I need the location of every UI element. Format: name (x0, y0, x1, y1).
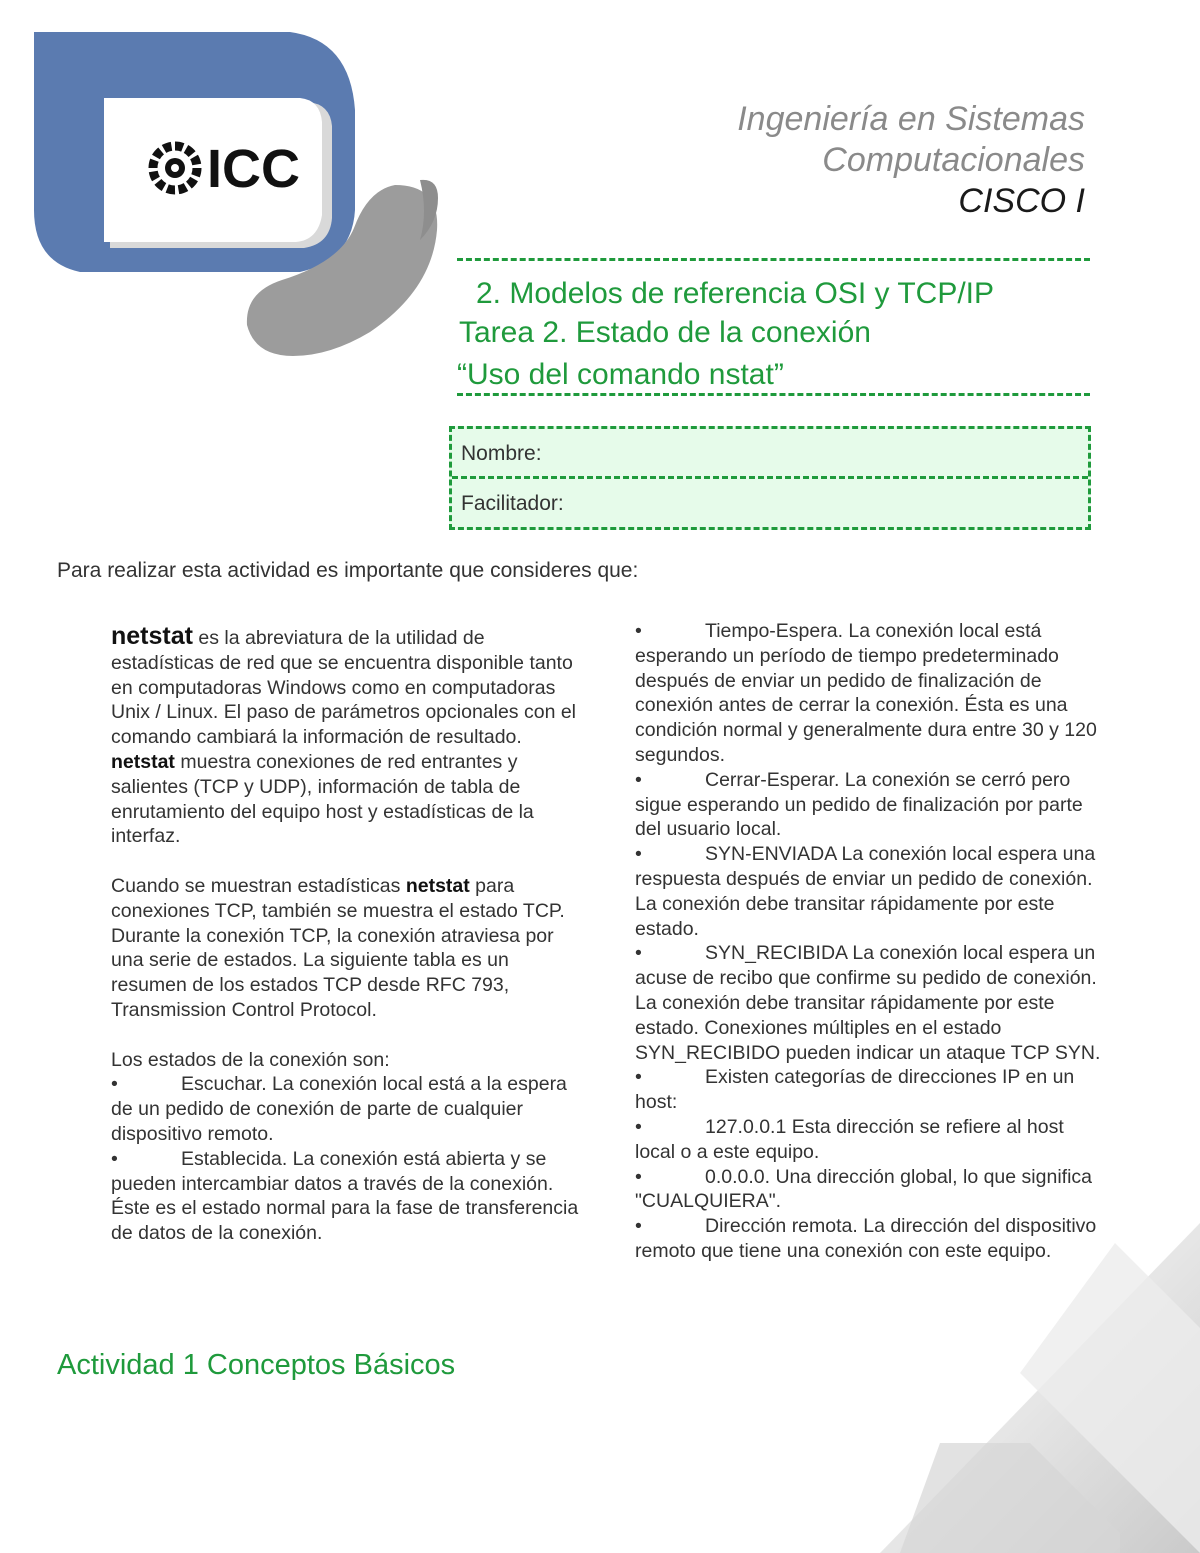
list-item-text: Cerrar-Esperar. La conexión se cerró pero sigue esperando un pedido de finalización por parte del usuario local. (635, 768, 1083, 841)
list-item (111, 1147, 581, 1246)
list-item-text: 127.0.0.1 Esta dirección se refiere al host local o a este equipo. (635, 1115, 1064, 1163)
list-item (111, 1072, 581, 1146)
paragraph-netstat (111, 624, 581, 849)
list-item-text: 0.0.0.0. Una dirección global, lo que significa "CUALQUIERA". (635, 1165, 1092, 1213)
paragraph-text: es la abreviatura de la utilidad de estadísticas de red que se encuentra disponible tanto en computadoras Windows como en computadoras Unix / Linux. El paso de parámetros opcionales con el comando cambiará la información de resultado. (111, 627, 577, 749)
list-item-text: Tiempo-Espera. La conexión local está esperando un período de tiempo predeterminado después de enviar un pedido de finalización de conexión antes de cerrar la conexión. Ésta es una condición normal y generalmente dura entre 30 y 120 segundos. (635, 620, 1097, 766)
bullet-icon: • (635, 1115, 642, 1138)
paragraph-text: para conexiones TCP, también se muestra el estado TCP. Durante la conexión TCP, la conexión atraviesa por una serie de estados. La siguiente tabla es un resumen de los estados TCP desde RFC 793, Transmission Control Protocol. (111, 874, 565, 1021)
header-course: CISCO I (958, 182, 1085, 220)
bullet-icon: • (111, 1073, 118, 1096)
task-title: Tarea 2. Estado de la conexión (459, 316, 871, 349)
list-item (635, 1065, 1105, 1115)
dashed-divider-top (457, 258, 1090, 261)
list-item (635, 1165, 1105, 1215)
list-item-text: SYN_RECIBIDA La conexión local espera un acuse de recibo que confirme su pedido de conexión. La conexión debe transitar rápidamente por este estado. Conexiones múltiples en el estado SYN_RECIBIDO pueden indicar un ataque TCP SYN. (635, 942, 1101, 1064)
form-separator (452, 476, 1088, 479)
right-column (635, 619, 1105, 1264)
header-program: Ingeniería en Sistemas (737, 100, 1085, 138)
unit-title: 2. Modelos de referencia OSI y TCP/IP (476, 277, 995, 310)
keyword: netstat (111, 750, 175, 773)
paragraph-tcp-states (111, 874, 581, 1023)
facilitator-label: Facilitador: (461, 492, 564, 515)
list-item-text: SYN-ENVIADA La conexión local espera una respuesta después de enviar un pedido de conexión. La conexión debe transitar rápidamente por este estado. (635, 843, 1096, 940)
activity-heading: Actividad 1 Conceptos Básicos (57, 1349, 456, 1381)
bullet-icon: • (635, 768, 642, 791)
header-program-cont: Computacionales (822, 141, 1085, 179)
bullet-icon: • (635, 1066, 642, 1089)
decorative-arrow-icon (880, 1223, 1200, 1553)
task-subtitle: “Uso del comando nstat” (457, 358, 784, 391)
list-item (635, 941, 1105, 1065)
dashed-divider-bottom (457, 393, 1090, 396)
list-item-text: Escuchar. La conexión local está a la espera de un pedido de conexión de parte de cualquier dispositivo remoto. (111, 1073, 567, 1145)
keyword: netstat (405, 874, 470, 897)
bullet-icon: • (635, 620, 642, 642)
bullet-icon: • (635, 843, 642, 866)
list-item (635, 842, 1105, 941)
bullet-icon: • (635, 1165, 642, 1188)
states-intro: Los estados de la conexión son: (111, 1048, 390, 1071)
list-item-text: Existen categorías de direcciones IP en un host: (635, 1066, 1075, 1114)
bullet-icon: • (635, 1215, 642, 1238)
name-label: Nombre: (461, 442, 542, 465)
list-item (635, 1115, 1105, 1165)
list-item-text: Establecida. La conexión está abierta y se pueden intercambiar datos a través de la conexión. Éste es el estado normal para la fase de transferencia de datos de la conexión. (111, 1147, 579, 1245)
icc-logo (0, 0, 460, 370)
student-info-box (449, 426, 1091, 530)
paragraph-text: Cuando se muestran estadísticas (111, 874, 406, 897)
bullet-icon: • (635, 942, 642, 965)
logo-text: ICC (207, 139, 300, 199)
bullet-icon: • (111, 1147, 118, 1170)
keyword: netstat (111, 622, 193, 650)
intro-text: Para realizar esta actividad es importante que consideres que: (57, 559, 639, 582)
left-column (111, 624, 581, 1246)
list-item (635, 768, 1105, 842)
paragraph-text: muestra conexiones de red entrantes y salientes (TCP y UDP), información de tabla de enrutamiento del equipo host y estadísticas de la interfaz. (111, 750, 534, 848)
list-item (635, 619, 1105, 768)
list-item-text: Dirección remota. La dirección del dispositivo remoto que tiene una conexión con este equipo. (635, 1215, 1097, 1262)
